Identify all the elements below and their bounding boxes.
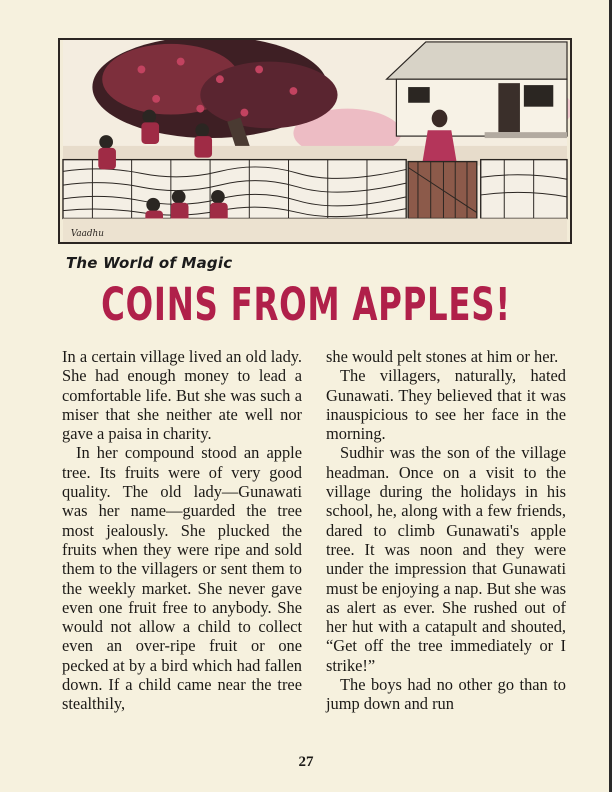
section-label: The World of Magic — [66, 254, 233, 272]
left-column — [62, 347, 302, 714]
paragraph: In her compound stood an apple tree. Its fruits were of very good quality. The old lady—Gunawati was her name—guarded the tree most jealously. She plucked the fruits when they were ripe and sold them to the villagers or sent them to the weekly market. She never gave even one fruit free to anybody. She would not allow a child to collect even an over-ripe fruit or one pecked at by a bird which had fallen down. If a child came near the tree stealthily, — [62, 443, 302, 714]
right-column — [326, 347, 566, 714]
story-illustration — [58, 38, 572, 244]
paragraph: Sudhir was the son of the village headman. Once on a visit to the village during the holidays in his school, he, along with a few friends, dared to climb Gunawati's apple tree. It was noon and they were under the impression that Gunawati must be enjoying a nap. But she was as alert as ever. She rushed out of her hut with a catapult and shouted, “Get off the tree immediately or I strike!” — [326, 443, 566, 675]
paragraph: she would pelt stones at him or her. — [326, 347, 559, 366]
page-number: 27 — [298, 754, 314, 770]
illustration-drawing — [60, 40, 570, 242]
paragraph: The boys had no other go than to jump down and run — [326, 675, 566, 714]
story-title: COINS FROM APPLES! — [101, 278, 511, 331]
paragraph: The villagers, naturally, hated Gunawati. They believed that it was inauspicious to see her face in the morning. — [326, 366, 566, 444]
paragraph: In a certain village lived an old lady. She had enough money to lead a comfortable life. But she was such a miser that she neither ate well nor gave a paisa in charity. — [62, 347, 302, 444]
illustrator-signature: Vaadhu — [70, 229, 104, 240]
